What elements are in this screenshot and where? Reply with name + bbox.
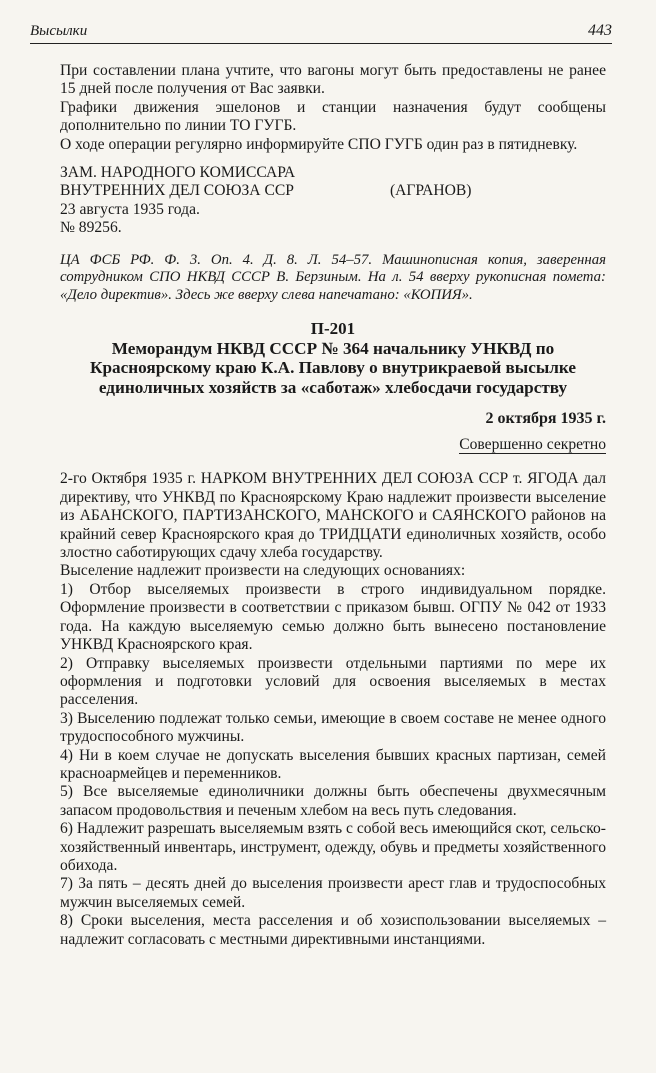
- running-head: [30, 22, 612, 44]
- signature-row: [60, 182, 606, 200]
- intro-block: [60, 62, 606, 154]
- signature-title-2: ВНУТРЕННИХ ДЕЛ СОЮЗА ССР: [60, 182, 294, 200]
- body-paragraph: 4) Ни в коем случае не допускать выселения бывших красных партизан, семей красноармейцев и переменников.: [60, 746, 606, 782]
- classification-stamp: [60, 436, 606, 454]
- document-title: Меморандум НКВД СССР № 364 начальнику УНКВД по Красноярскому краю К.А. Павлову о внутрикраевой высылке единоличных хозяйств за «саботаж» хлебосдачи государству: [89, 338, 577, 398]
- signature-number: № 89256.: [60, 219, 122, 237]
- section-title: Высылки: [30, 23, 88, 39]
- intro-paragraph: При составлении плана учтите, что вагоны могут быть предоставлены не ранее 15 дней после получения от Вас заявки.: [60, 62, 606, 98]
- intro-paragraph: О ходе операции регулярно информируйте СПО ГУГБ один раз в пятидневку.: [60, 135, 578, 153]
- body-paragraph: 3) Выселению подлежат только семьи, имеющие в своем составе не менее одного трудоспособного мужчины.: [60, 709, 606, 746]
- archive-note: ЦА ФСБ РФ. Ф. 3. Оп. 4. Д. 8. Л. 54–57. Машинописная копия, заверенная сотрудником СПО НКВД СССР В. Берзиным. На л. 54 вверху рукописная помета: «Дело директив». Здесь же вверху слева напечатано: «КОПИЯ».: [60, 251, 606, 303]
- signature-title-1: ЗАМ. НАРОДНОГО КОМИССАРА: [60, 164, 296, 182]
- body-paragraph: 2) Отправку выселяемых произвести отдельными партиями по мере их оформления и подготовки условий для освоения выселяемых в местах расселения.: [60, 654, 606, 709]
- signature-block: [60, 164, 606, 238]
- classification-label: Совершенно секретно: [459, 436, 606, 454]
- document-date: 2 октября 1935 г.: [485, 409, 606, 427]
- body-paragraph: 8) Сроки выселения, места расселения и об хозиспользовании выселяемых – надлежит согласовать с местными директивными инстанциями.: [60, 912, 606, 948]
- page-number: 443: [588, 22, 612, 39]
- body-paragraph: 7) За пять – десять дней до выселения произвести арест глав и трудоспособных мужчин выселяемых семей.: [60, 875, 606, 911]
- signature-name: (АГРАНОВ): [389, 182, 472, 200]
- body-paragraph: 5) Все выселяемые единоличники должны быть обеспечены двухмесячным запасом продовольствия и печеным хлебом на весь путь следования.: [60, 783, 606, 819]
- document-body: [60, 470, 606, 949]
- page-content: [60, 62, 606, 949]
- body-paragraph: 2-го Октября 1935 г. НАРКОМ ВНУТРЕННИХ ДЕЛ СОЮЗА ССР т. ЯГОДА дал директиву, что УНКВД по Красноярскому Краю надлежит произвести выселение из АБАНСКОГО, ПАРТИЗАНСКОГО, МАНСКОГО и САЯНСКОГО районов на крайний север Красноярского края до ТРИДЦАТИ единоличных хозяйств, особо злостно саботирующих сдачу хлеба государству.: [60, 470, 606, 562]
- body-paragraph: 1) Отбор выселяемых произвести в строго индивидуальном порядке. Оформление произвести в соответствии с приказом бывш. ОГПУ № 042 от 1933 года. На каждую выселяемую семью должно быть вынесено постановление УНКВД Красноярского края.: [60, 580, 606, 654]
- page: [30, 22, 612, 44]
- body-paragraph: Выселение надлежит произвести на следующих основаниях:: [60, 562, 466, 580]
- intro-paragraph: Графики движения эшелонов и станции назначения будут сообщены дополнительно по линии ТО ГУГБ.: [60, 98, 606, 135]
- document-number: П-201: [310, 319, 356, 339]
- body-paragraph: 6) Надлежит разрешать выселяемым взять с собой весь имеющийся скот, сельско-хозяйственный инвентарь, инструмент, одежду, обувь и предметы хозяйственного обихода.: [60, 820, 606, 874]
- signature-date: 23 августа 1935 года.: [60, 200, 200, 218]
